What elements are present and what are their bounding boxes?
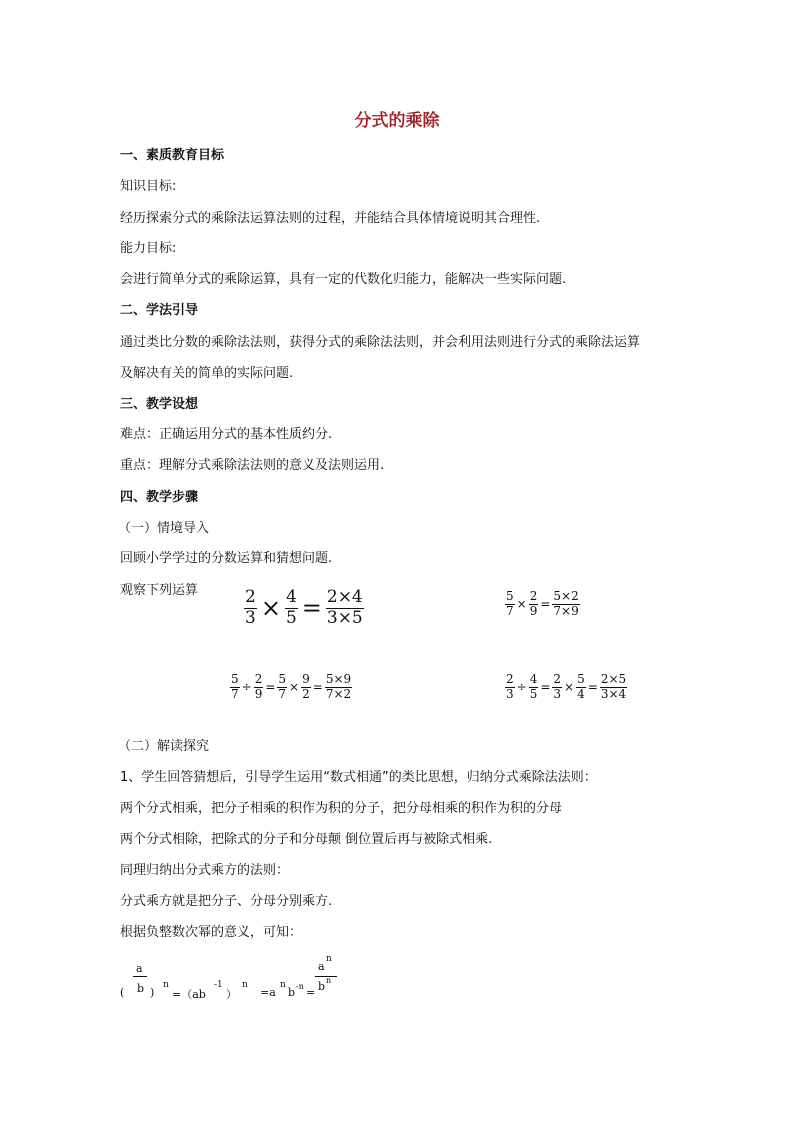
step-1-text: 1、学生回答猜想后，引导学生运用“数式相通”的类比思想，归纳分式乘除法法则：: [120, 770, 597, 785]
section-heading-1: 一、素质教育目标: [120, 148, 225, 163]
part1-label: （一）情境导入: [118, 521, 210, 536]
multiply-rule-text: 两个分式相乘，把分子相乘的积作为积的分子，把分母相乘的积作为积的分母: [120, 801, 563, 816]
part1-text: 回顾小学学过的分数运算和猜想问题.: [120, 551, 333, 566]
negative-exponent-intro: 根据负整数次幂的意义，可知：: [120, 925, 303, 940]
observe-label: 观察下列运算: [120, 583, 199, 598]
section-heading-2: 二、学法引导: [120, 303, 199, 318]
study-guide-text-1: 通过类比分数的乘除法法则，获得分式的乘除法法则，并会利用法则进行分式的乘除法运算: [120, 335, 641, 350]
difficulty-text: 难点：正确运用分式的基本性质约分.: [120, 427, 333, 442]
focus-text: 重点：理解分式乘除法法则的意义及法则运用.: [120, 458, 385, 473]
part2-label: （二）解读探究: [118, 739, 210, 754]
knowledge-goal-label: 知识目标:: [120, 179, 177, 194]
section-heading-4: 四、教学步骤: [120, 490, 199, 505]
study-guide-text-2: 及解决有关的简单的实际问题.: [120, 366, 294, 381]
equation-1: $\frac{2}{3}$ × $\frac{4}{5}$ = $\frac{2\times 4}{3\times 5}$: [245, 587, 363, 628]
equation-3: $\frac{5}{7}$ ÷ $\frac{2}{9}$ = $\frac{5}{7}$ × $\frac{9}{2}$ = $\frac{5\times 9}{7\times 2}$: [231, 672, 352, 701]
ability-goal-text: 会进行简单分式的乘除运算，具有一定的代数化归能力，能解决一些实际问题.: [120, 272, 567, 287]
equation-4: $\frac{2}{3}$ ÷ $\frac{4}{5}$ = $\frac{2}{3}$ × $\frac{5}{4}$ = $\frac{2\times 5}{3\times 4}$: [506, 672, 627, 701]
ability-goal-label: 能力目标:: [120, 241, 177, 256]
power-formula: a ( b ) n =（ab -1 ） n =a n b -n = a n b n: [118, 958, 378, 1008]
power-rule-text: 分式乘方就是把分子、分母分别乘方.: [120, 894, 333, 909]
power-rule-intro: 同理归纳出分式乘方的法则：: [120, 863, 290, 878]
knowledge-goal-text: 经历探索分式的乘除法运算法则的过程，并能结合具体情境说明其合理性.: [120, 211, 541, 226]
fraction-bar: [133, 976, 147, 977]
divide-rule-text: 两个分式相除，把除式的分子和分母颠 倒位置后再与被除式相乘.: [120, 832, 493, 847]
page-title: 分式的乘除: [354, 111, 440, 131]
section-heading-3: 三、教学设想: [120, 397, 199, 412]
equation-2: $\frac{5}{7}$ × $\frac{2}{9}$ = $\frac{5\times 2}{7\times 9}$: [506, 589, 579, 618]
